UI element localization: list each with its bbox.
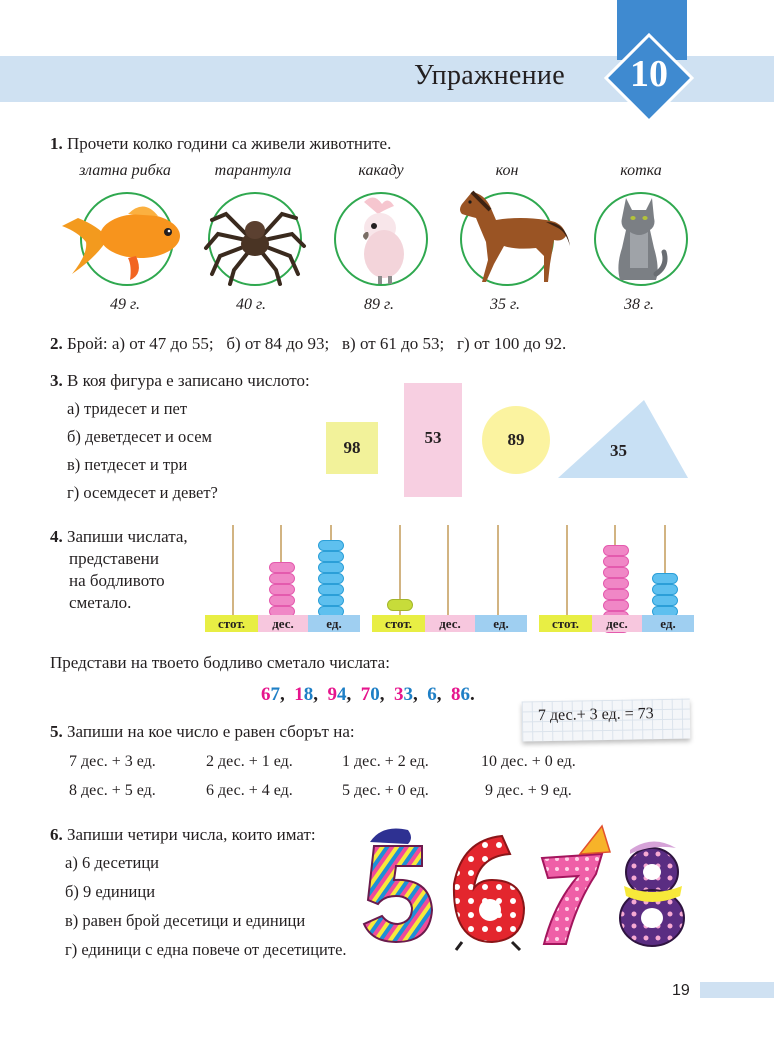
colored-number: 67 [261, 684, 280, 705]
q6-text: Запиши четири числа, които имат: [67, 825, 316, 844]
animal-age-tarantula: 40 г. [235, 296, 267, 313]
q4-line-4: сметало. [69, 593, 132, 612]
cockatoo-image [344, 192, 418, 284]
colored-number: 33 [394, 684, 413, 705]
abacus-label-tens: дес. [258, 615, 308, 632]
q6-number: 6. [50, 825, 63, 844]
q3-number: 3. [50, 371, 63, 390]
shape-circle [482, 406, 550, 474]
colored-number: 6 [427, 684, 437, 705]
q3-item-d: г) осемдесет и девет? [67, 483, 218, 502]
animal-name-horse: кон [495, 162, 519, 179]
q6-item-c: в) равен брой десетици и единици [65, 911, 306, 930]
colored-number: 18 [294, 684, 314, 705]
animal-age-goldfish: 49 г. [109, 296, 141, 313]
sum-item: 7 дес. + 3 ед. [69, 753, 156, 770]
abacus-label-ones: ед. [642, 615, 694, 632]
shape-triangle [556, 398, 690, 480]
animal-name-cockatoo: какаду [358, 162, 404, 179]
q5-text: Запиши на кое число е равен сборът на: [67, 722, 355, 741]
animal-name-goldfish: златна рибка [79, 162, 171, 179]
q6-item-a: а) 6 десетици [65, 853, 159, 872]
abacus-tens-beads [269, 562, 295, 617]
animal-age-horse: 35 г. [489, 296, 521, 313]
digits-illustration [352, 824, 698, 952]
q2-number: 2. [50, 334, 63, 353]
abacus-ones-beads [318, 540, 344, 617]
goldfish-image [58, 196, 188, 286]
q3-item-c: в) петдесет и три [67, 455, 188, 474]
q3-item-b: б) деветдесет и осем [67, 427, 212, 446]
abacus-label-hundreds: стот. [205, 615, 258, 632]
q2-text: Брой: а) от 47 до 55; б) от 84 до 93; в) от 61 до 53; г) от 100 до 92. [67, 334, 567, 353]
abacus-label-hundreds: стот. [539, 615, 592, 632]
sum-item: 6 дес. + 4 ед. [206, 782, 293, 799]
colored-number: 86 [451, 684, 470, 705]
q6-item-b: б) 9 единици [65, 882, 156, 901]
q3-item-a: а) тридесет и пет [67, 399, 188, 418]
q4-line-1: Запиши числата, [67, 527, 188, 546]
sum-item: 8 дес. + 5 ед. [69, 782, 156, 799]
abacus-2 [372, 525, 527, 633]
sum-item: 10 дес. + 0 ед. [481, 753, 576, 770]
sum-item: 1 дес. + 2 ед. [342, 753, 429, 770]
animal-name-cat: котка [620, 162, 662, 179]
shape-rectangle-value: 53 [424, 428, 442, 447]
abacus-ones-beads [652, 573, 678, 617]
q4-line-2: представени [69, 549, 159, 568]
colored-number: 94 [327, 684, 347, 705]
abacus-1 [205, 525, 360, 633]
page-title: Упражнение [414, 60, 565, 91]
sum-item: 5 дес. + 0 ед. [342, 782, 429, 799]
abacus-rod [447, 525, 449, 617]
colored-number: 70 [360, 684, 380, 705]
q4-prompt [50, 526, 188, 614]
shape-square [326, 422, 378, 474]
example-text: 7 дес.+ 3 ед. = 73 [537, 705, 654, 725]
footer-band [700, 982, 774, 998]
tarantula-image [200, 190, 310, 286]
abacus-rod [232, 525, 234, 617]
animal-age-cat: 38 г. [623, 296, 655, 313]
q1-prompt [50, 133, 391, 155]
abacus-label-ones: ед. [475, 615, 527, 632]
abacus-rod [497, 525, 499, 617]
q6-prompt [50, 824, 316, 846]
example-note [522, 699, 691, 742]
q6-item-d: г) единици с една повече от десетиците. [65, 940, 347, 959]
shape-rectangle [404, 383, 462, 497]
abacus-rod [566, 525, 568, 617]
q3-text: В коя фигура е записано числото: [67, 371, 310, 390]
q1-number: 1. [50, 134, 63, 153]
q5-number: 5. [50, 722, 63, 741]
q4-represent-prompt: Представи на твоето бодливо сметало числата: [50, 653, 390, 672]
horse-image [450, 186, 576, 286]
sum-item: 9 дес. + 9 ед. [485, 782, 572, 799]
shape-circle-value: 89 [507, 430, 525, 449]
q4-number: 4. [50, 527, 63, 546]
shape-triangle-value: 35 [610, 441, 627, 460]
shape-square-value: 98 [343, 438, 361, 457]
colored-numbers-row: 67, 18, 94, 70, 33, 6, 86. [261, 684, 475, 705]
q1-text: Прочети колко години са живели животните. [67, 134, 392, 153]
q2-prompt [50, 333, 566, 355]
sum-item: 2 дес. + 1 ед. [206, 753, 293, 770]
abacus-label-ones: ед. [308, 615, 360, 632]
page-number: 19 [672, 982, 690, 999]
q4-line-3: на бодливото [69, 571, 165, 590]
abacus-label-tens: дес. [425, 615, 475, 632]
abacus-label-hundreds: стот. [372, 615, 425, 632]
q3-prompt [50, 370, 310, 392]
exercise-number: 10 [630, 53, 668, 95]
abacus-3 [539, 525, 694, 633]
q5-prompt [50, 721, 355, 743]
abacus-hundreds-bead [387, 599, 413, 611]
cat-image [604, 188, 674, 284]
animal-name-tarantula: тарантула [214, 162, 292, 179]
animal-age-cockatoo: 89 г. [363, 296, 395, 313]
abacus-label-tens: дес. [592, 615, 642, 632]
